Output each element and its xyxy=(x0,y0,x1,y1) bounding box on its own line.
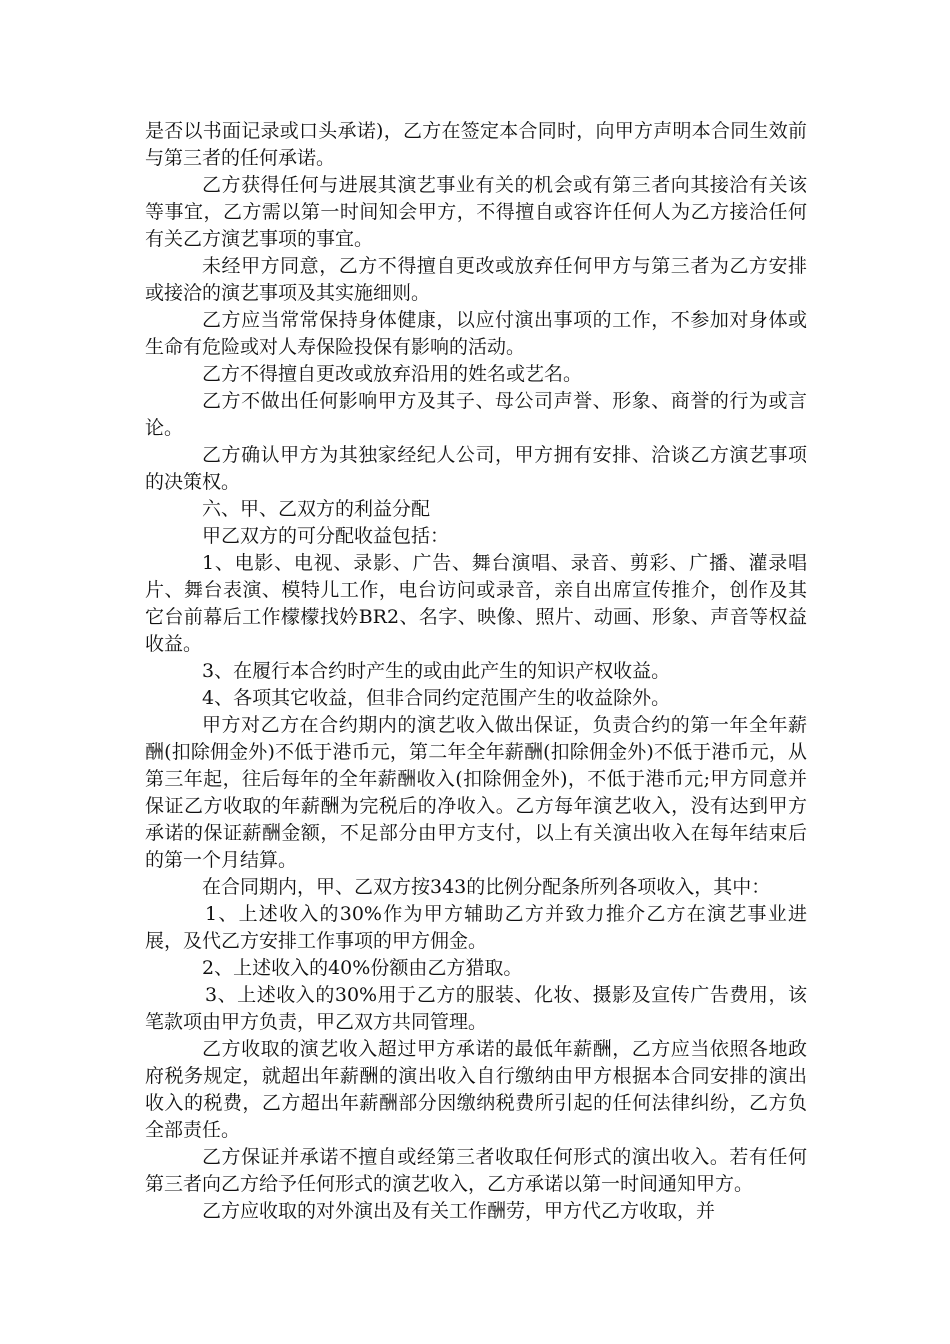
share-item-2: 2、上述收入的40%份额由乙方猎取。 xyxy=(202,957,523,979)
share-item-1: 1、上述收入的30%作为甲方辅助乙方并致力推介乙方在演艺事业进展，及代乙方安排工作事项的甲方佣金。 xyxy=(145,903,807,952)
paragraph-9: 甲方对乙方在合约期内的演艺收入做出保证，负责合约的第一年全年薪酬(扣除佣金外)不低于港币元，第二年全年薪酬(扣除佣金外)不低于港币元，从第三年起，往后每年的全年薪酬收入(扣除佣金外)，不低于港币元;甲方同意并保证乙方收取的年薪酬为完税后的净收入。乙方每年演艺收入，没有达到甲方承诺的保证薪酬金额，不足部分由甲方支付，以上有关演出收入在每年结束后的第一个月结算。 xyxy=(145,714,807,871)
list-item-4: 4、各项其它收益，但非合同约定范围产生的收益除外。 xyxy=(202,687,671,709)
paragraph-4: 乙方应当常常保持身体健康，以应付演出事项的工作，不参加对身体或生命有危险或对人寿保险投保有影响的活动。 xyxy=(145,309,807,358)
paragraph-1: 是否以书面记录或口头承诺)，乙方在签定本合同时，向甲方声明本合同生效前与第三者的任何承诺。 xyxy=(145,120,807,169)
list-item-1: 1、电影、电视、录影、广告、舞台演唱、录音、剪彩、广播、灌录唱片、舞台表演、模特儿工作，电台访问或录音，亲自出席宣传推介，创作及其它台前幕后工作檬檬找妗BR2、名字、映像、照片、动画、形象、声音等权益收益。 xyxy=(145,552,807,655)
paragraph-3: 未经甲方同意，乙方不得擅自更改或放弃任何甲方与第三者为乙方安排或接洽的演艺事项及其实施细则。 xyxy=(145,255,807,304)
section-heading-6: 六、甲、乙双方的利益分配 xyxy=(202,498,431,520)
paragraph-8: 甲乙双方的可分配收益包括： xyxy=(202,525,450,547)
paragraph-13: 乙方应收取的对外演出及有关工作酬劳，甲方代乙方收取，并 xyxy=(202,1200,716,1222)
paragraph-5: 乙方不得擅自更改或放弃沿用的姓名或艺名。 xyxy=(202,363,583,385)
paragraph-7: 乙方确认甲方为其独家经纪人公司，甲方拥有安排、洽谈乙方演艺事项的决策权。 xyxy=(145,444,807,493)
list-item-3: 3、在履行本合约时产生的或由此产生的知识产权收益。 xyxy=(202,660,671,682)
share-item-3: 3、上述收入的30%用于乙方的服装、化妆、摄影及宣传广告费用，该笔款项由甲方负责，甲乙双方共同管理。 xyxy=(145,984,807,1033)
paragraph-2: 乙方获得任何与进展其演艺事业有关的机会或有第三者向其接洽有关该等事宜，乙方需以第一时间知会甲方，不得擅自或容许任何人为乙方接洽任何有关乙方演艺事项的事宜。 xyxy=(145,174,807,250)
paragraph-6: 乙方不做出任何影响甲方及其子、母公司声誉、形象、商誉的行为或言论。 xyxy=(145,390,807,439)
paragraph-10: 在合同期内，甲、乙双方按343的比例分配条所列各项收入，其中： xyxy=(202,876,771,898)
paragraph-11: 乙方收取的演艺收入超过甲方承诺的最低年薪酬，乙方应当依照各地政府税务规定，就超出年薪酬的演出收入自行缴纳由甲方根据本合同安排的演出收入的税费，乙方超出年薪酬部分因缴纳税费所引起的任何法律纠纷，乙方负全部责任。 xyxy=(145,1038,807,1141)
document-body xyxy=(145,118,807,1225)
paragraph-12: 乙方保证并承诺不擅自或经第三者收取任何形式的演出收入。若有任何第三者向乙方给予任何形式的演艺收入，乙方承诺以第一时间通知甲方。 xyxy=(145,1146,807,1195)
